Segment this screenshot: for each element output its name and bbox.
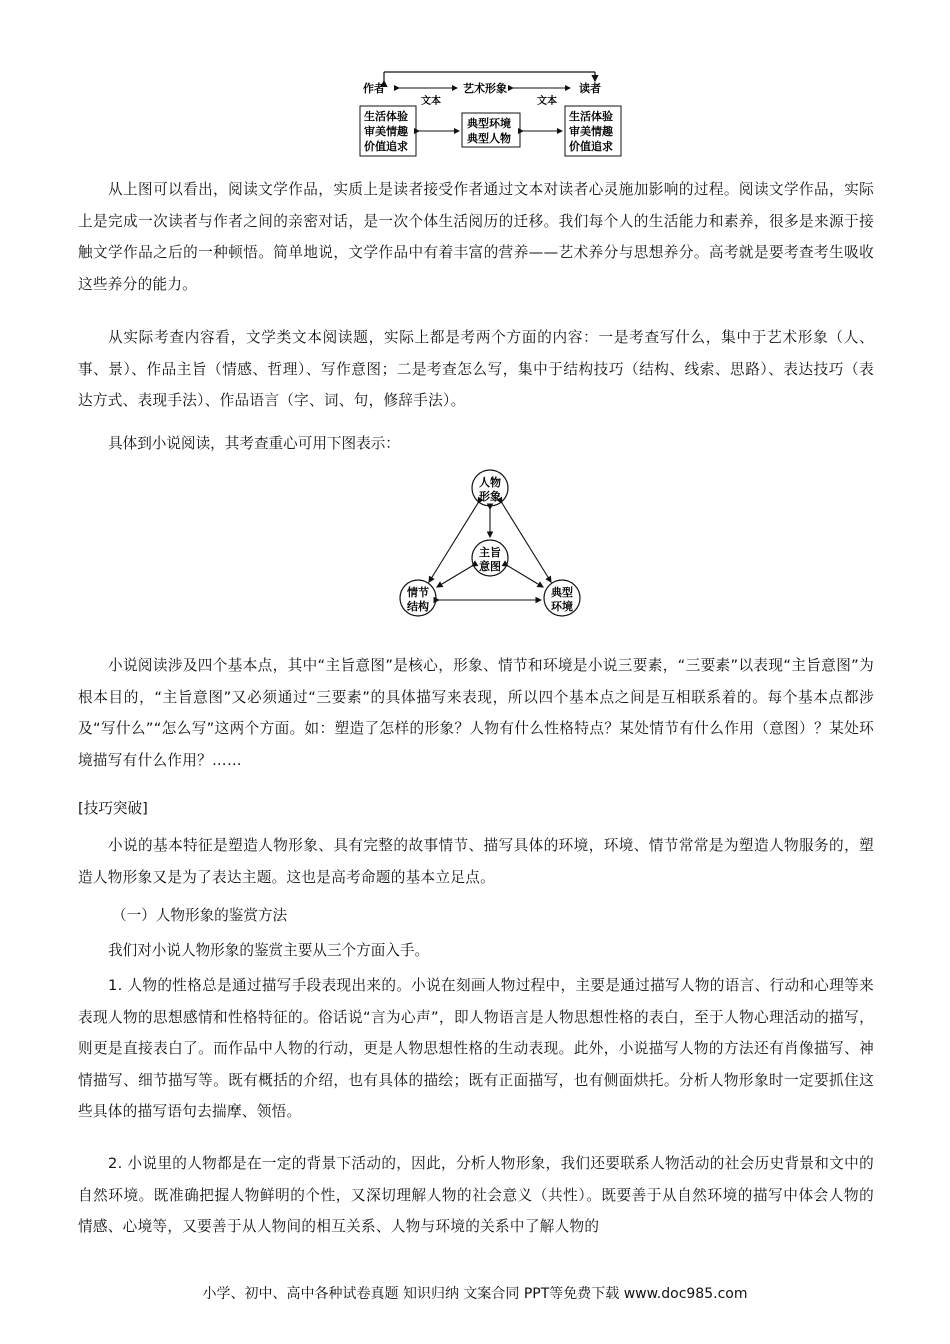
text-label-left: 文本 [421, 96, 441, 107]
image-label: 艺术形象 [463, 82, 507, 95]
paragraph-three-aspects: 我们对小说人物形象的鉴赏主要从三个方面入手。 [108, 942, 430, 959]
novel-elements-diagram [390, 466, 590, 624]
circle-left-line-2: 结构 [407, 600, 429, 613]
circle-center-line-2: 意图 [479, 560, 501, 573]
center-box-line-1: 典型环境 [467, 117, 511, 130]
right-box-line-2: 审美情趣 [569, 125, 613, 138]
circle-right-line-1: 典型 [551, 586, 573, 599]
circle-center-line-1: 主旨 [479, 546, 501, 559]
paragraph-novel-features: 小说的基本特征是塑造人物形象、具有完整的故事情节、描写具体的环境，环境、情节常常是为塑造人物服务的，塑造人物形象又是为了表达主题。这也是高考命题的基本立足点。 [78, 837, 874, 886]
reader-label: 读者 [579, 82, 601, 95]
circle-left-line-1: 情节 [407, 586, 429, 599]
section-heading-character: （一）人物形象的鉴赏方法 [112, 907, 288, 924]
right-box-line-3: 价值追求 [569, 140, 613, 153]
author-label: 作者 [363, 82, 385, 95]
author-reader-diagram [355, 68, 630, 160]
paragraph-diagram-intro: 具体到小说阅读，其考查重心可用下图表示： [108, 435, 400, 452]
left-box-line-1: 生活体验 [364, 110, 408, 123]
paragraph-point-2: 2. 小说里的人物都是在一定的背景下活动的，因此，分析人物形象，我们还要联系人物活动的社会历史背景和文中的自然环境。既准确把握人物鲜明的个性，又深切理解人物的社会意义（共性）。既要善于从自然环境的描写中体会人物的情感、心境等，又要善于从人物间的相互关系、人物与环境的关系中了解人物的 [78, 1155, 874, 1235]
paragraph-four-points: 小说阅读涉及四个基本点，其中“主旨意图”是核心，形象、情节和环境是小说三要素，“三要素”以表现“主旨意图”为根本目的，“主旨意图”又必须通过“三要素”的具体描写来表现，所以四个基本点之间是互相联系着的。每个基本点都涉及“写什么”“怎么写”这两个方面。如：塑造了怎样的形象？人物有什么性格特点？某处情节有什么作用（意图）？某处环境描写有什么作用？…… [78, 657, 874, 769]
circle-top-line-1: 人物 [479, 476, 501, 489]
right-box-line-1: 生活体验 [569, 110, 613, 123]
text-label-right: 文本 [537, 96, 557, 107]
left-box-line-2: 审美情趣 [364, 125, 408, 138]
center-box-line-2: 典型人物 [467, 132, 511, 145]
circle-right-line-2: 环境 [551, 600, 573, 613]
circle-top-line-2: 形象 [479, 490, 501, 503]
page-footer: 小学、初中、高中各种试卷真题 知识归纳 文案合同 PPT等免费下载 www.doc985.com [202, 1286, 748, 1302]
paragraph-reading-process: 从上图可以看出，阅读文学作品，实质上是读者接受作者通过文本对读者心灵施加影响的过程。阅读文学作品，实际上是完成一次读者与作者之间的亲密对话，是一次个体生活阅历的迁移。我们每个人的生活能力和素养，很多是来源于接触文学作品之后的一种顿悟。简单地说，文学作品中有着丰富的营养——艺术养分与思想养分。高考就是要考查考生吸收这些养分的能力。 [78, 181, 874, 293]
paragraph-exam-content: 从实际考查内容看，文学类文本阅读题，实际上都是考两个方面的内容：一是考查写什么，集中于艺术形象（人、事、景）、作品主旨（情感、哲理）、写作意图；二是考查怎么写，集中于结构技巧（结构、线索、思路）、表达技巧（表达方式、表现手法）、作品语言（字、词、句，修辞手法）。 [78, 329, 874, 409]
section-label-skills: [技巧突破] [78, 800, 148, 817]
paragraph-point-1: 1. 人物的性格总是通过描写手段表现出来的。小说在刻画人物过程中，主要是通过描写人物的语言、行动和心理等来表现人物的思想感情和性格特征的。俗话说“言为心声”，即人物语言是人物思想性格的表白，至于人物心理活动的描写，则更是直接表白了。而作品中人物的行动，更是人物思想性格的生动表现。此外，小说描写人物的方法还有肖像描写、神情描写、细节描写等。既有概括的介绍，也有具体的描绘；既有正面描写，也有侧面烘托。分析人物形象时一定要抓住这些具体的描写语句去揣摩、领悟。 [78, 977, 874, 1120]
left-box-line-3: 价值追求 [364, 140, 408, 153]
